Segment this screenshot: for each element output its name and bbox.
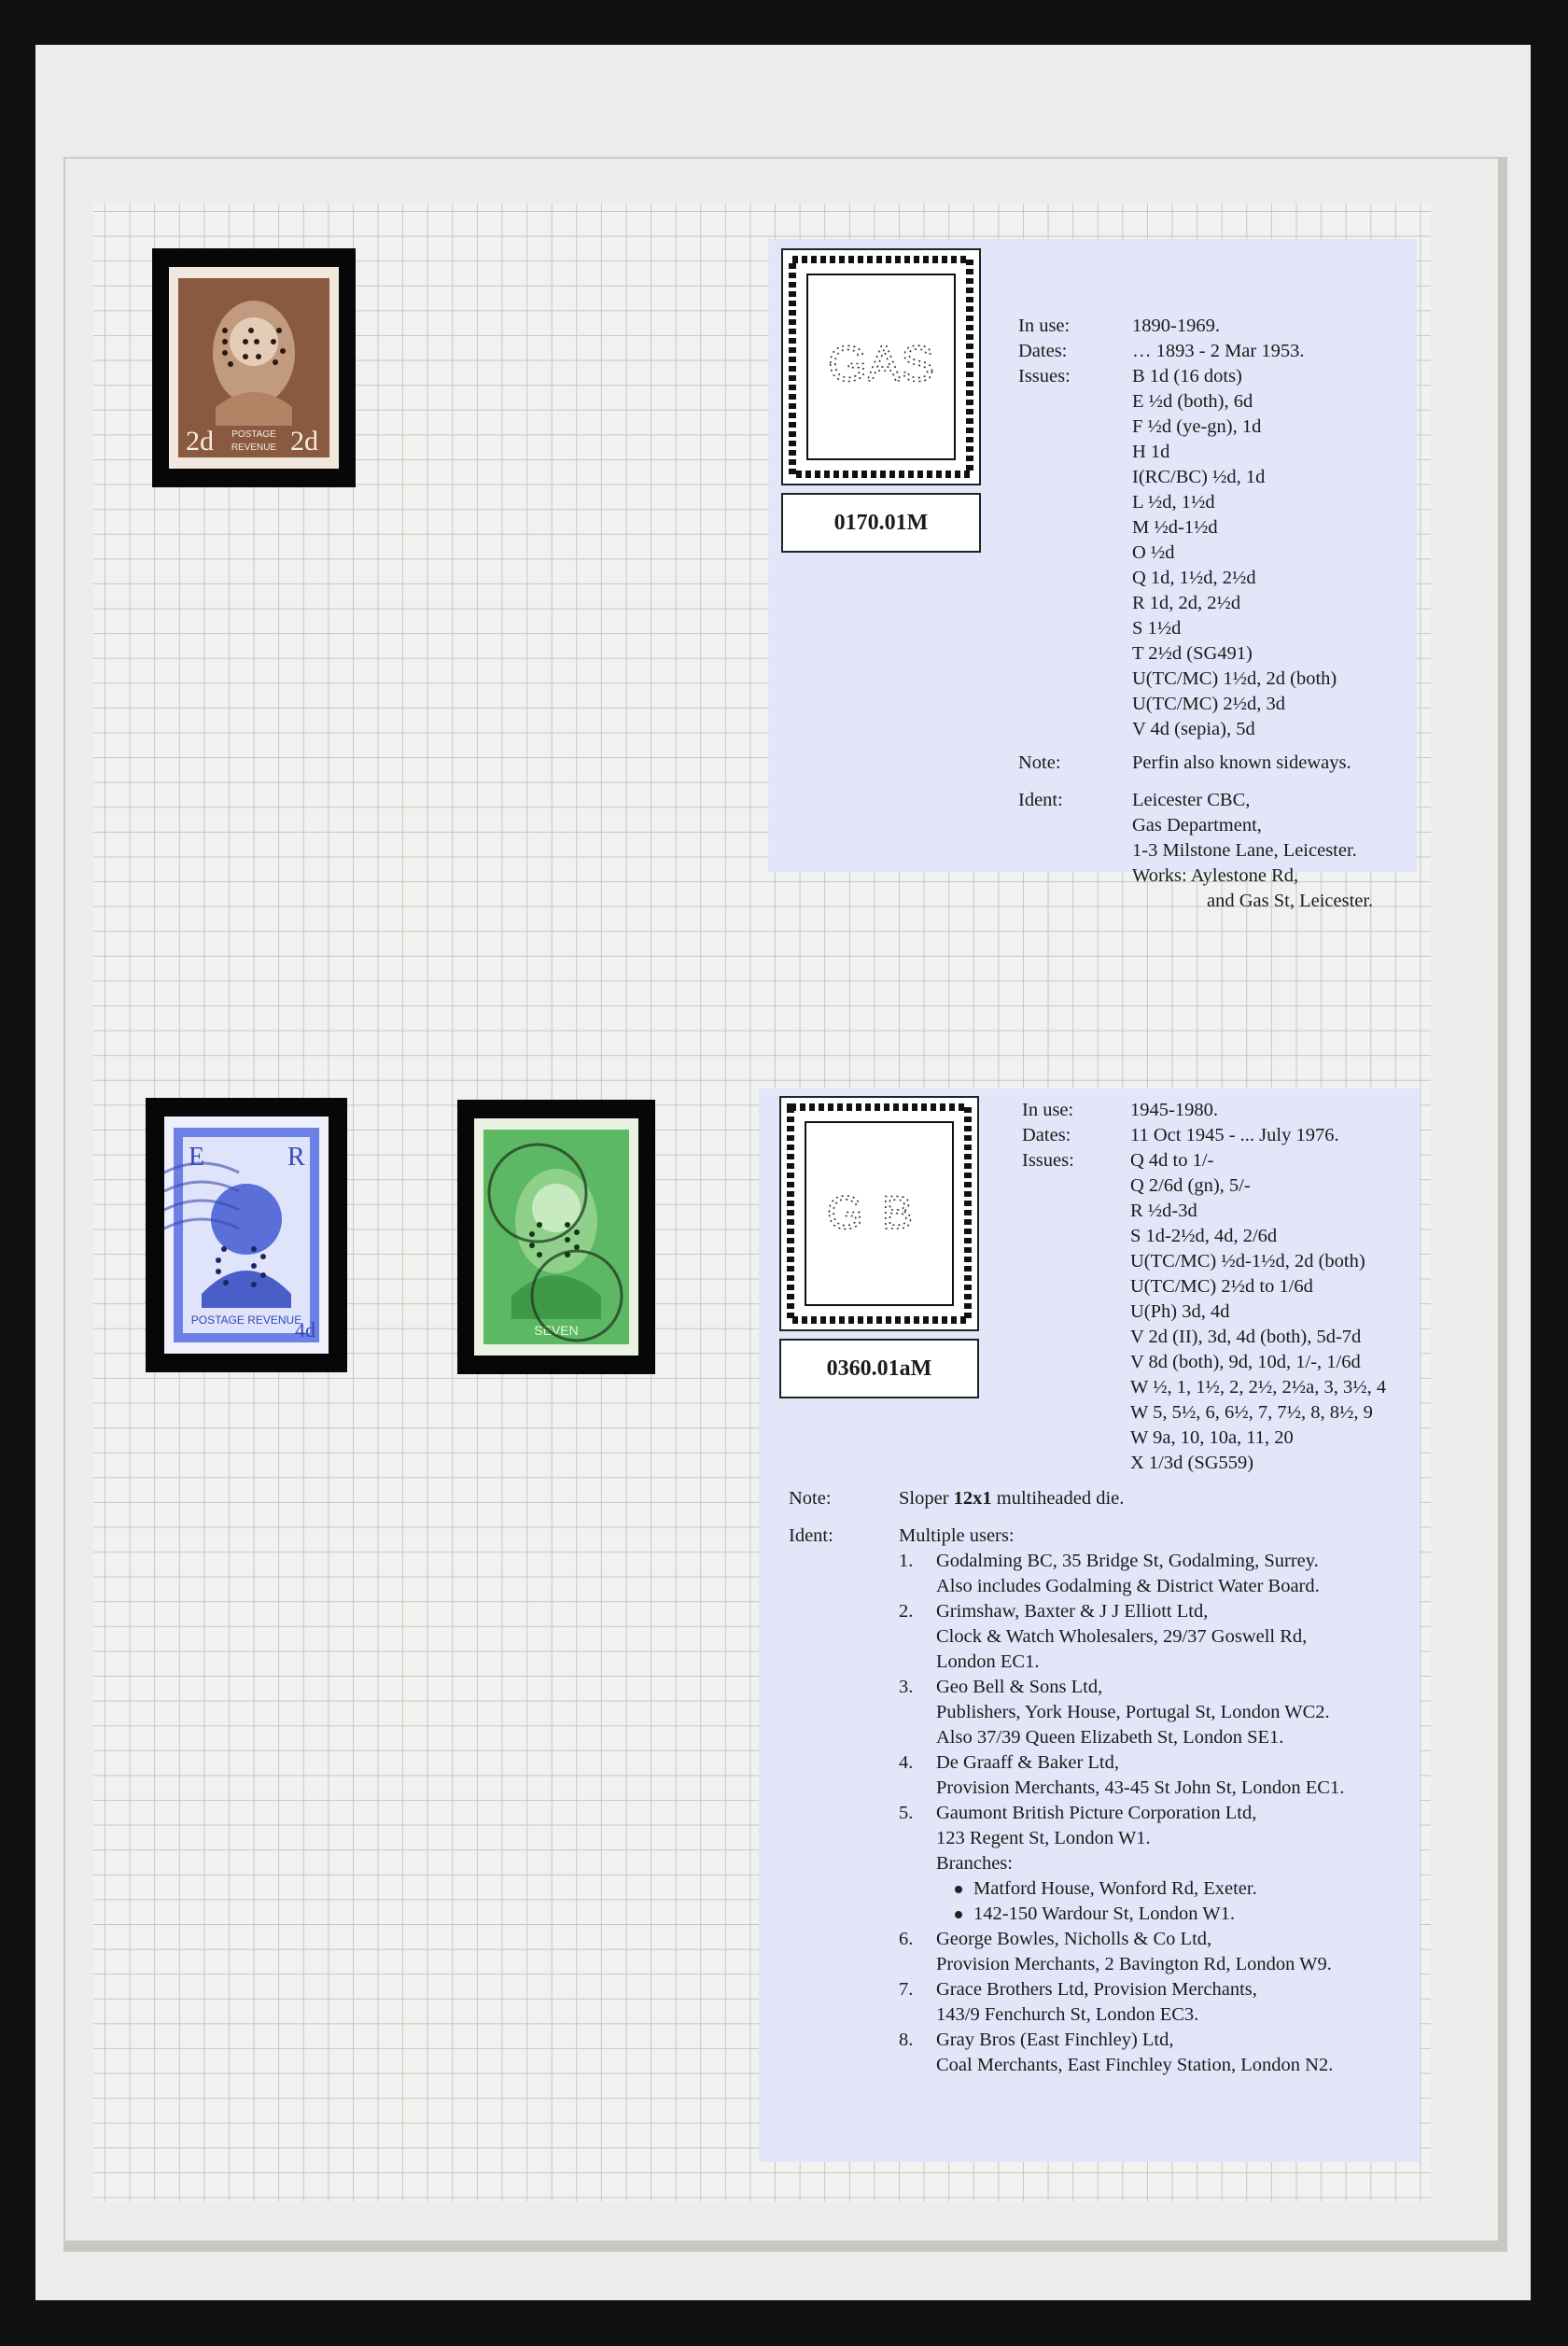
ident-label: Ident: [1018,790,1063,810]
blue-4d-stamp [164,1117,329,1354]
user-line: Geo Bell & Sons Ltd, [936,1677,1103,1697]
in-use-value: 1945-1980. [1130,1100,1218,1120]
perfin-letters: GAS [827,336,935,392]
issue-line: U(Ph) 3d, 4d [1130,1301,1230,1322]
dates-value: … 1893 - 2 Mar 1953. [1132,341,1305,361]
svg-text:POSTAGE REVENUE: POSTAGE REVENUE [190,1313,302,1327]
issue-line: U(TC/MC) 1½d, 2d (both) [1132,668,1337,689]
ident-line: 1-3 Milstone Lane, Leicester. [1132,840,1357,861]
issue-line: V 4d (sepia), 5d [1132,719,1255,739]
user-number: 6. [899,1929,914,1949]
brown-2d-stamp [169,267,339,469]
user-line: Also 37/39 Queen Elizabeth St, London SE1. [936,1727,1284,1748]
issue-line: L ½d, 1½d [1132,492,1215,513]
issue-line: S 1d-2½d, 4d, 2/6d [1130,1226,1278,1246]
issue-line: U(TC/MC) 2½d, 3d [1132,694,1285,714]
stamp-mount [457,1100,655,1374]
in-use-label: In use: [1022,1100,1074,1120]
perfin-diagram [781,248,981,485]
issue-line: M ½d-1½d [1132,517,1218,538]
stamp-caption: SEVEN [534,1323,579,1338]
issue-line: S 1½d [1132,618,1182,639]
user-line: London EC1. [936,1651,1040,1672]
user-line: Godalming BC, 35 Bridge St, Godalming, Surrey. [936,1551,1319,1571]
user-number: 4. [899,1752,914,1773]
user-number: 2. [899,1601,914,1622]
issue-line: O ½d [1132,542,1175,563]
perfin-info-card [768,239,1417,911]
user-number: 3. [899,1677,914,1697]
in-use-value: 1890-1969. [1132,316,1220,336]
note-label: Note: [789,1488,832,1509]
perfin-info-card [759,1089,1420,2162]
user-line: Grimshaw, Baxter & J J Elliott Ltd, [936,1601,1209,1622]
user-line: De Graaff & Baker Ltd, [936,1752,1120,1773]
in-use-label: In use: [1018,316,1071,336]
note-text: Perfin also known sideways. [1132,752,1351,773]
issue-line: V 2d (II), 3d, 4d (both), 5d-7d [1130,1327,1362,1347]
stamp-letter-e: E [189,1143,205,1172]
ident-line: Gas Department, [1132,815,1262,836]
user-line: Clock & Watch Wholesalers, 29/37 Goswell Rd, [936,1626,1308,1647]
user-line: 123 Regent St, London W1. [936,1828,1151,1848]
note-label: Note: [1018,752,1061,773]
stamp-mount [152,248,356,487]
dates-value: 11 Oct 1945 - ... July 1976. [1130,1125,1339,1145]
issue-line: R 1d, 2d, 2½d [1132,593,1241,613]
bullet-icon [955,1886,962,1893]
stamp-letter-r: R [287,1143,305,1172]
user-line: Coal Merchants, East Finchley Station, London N2. [936,2055,1334,2075]
album-page [35,45,1531,2300]
ident-line: Leicester CBC, [1132,790,1251,810]
issues-label: Issues: [1022,1150,1074,1171]
catalogue-number: 0170.01M [781,493,981,553]
bullet-icon [955,1911,962,1918]
perfin-diagram-frame [783,250,979,484]
user-number: 5. [899,1803,914,1823]
user-line: 143/9 Fenchurch St, London EC3. [936,2004,1199,2025]
user-line: Also includes Godalming & District Water Board. [936,1576,1320,1596]
issue-line: U(TC/MC) ½d-1½d, 2d (both) [1130,1251,1365,1271]
svg-text:REVENUE: REVENUE [231,443,277,453]
user-number: 8. [899,2030,914,2050]
branch-item: 142-150 Wardour St, London W1. [955,1902,1235,1927]
ident-line: and Gas St, Leicester. [1207,891,1374,911]
issues-label: Issues: [1018,366,1071,386]
issue-line: F ½d (ye-gn), 1d [1132,416,1262,437]
issue-line: E ½d (both), 6d [1132,391,1253,412]
issue-line: W ½, 1, 1½, 2, 2½, 2½a, 3, 3½, 4 [1130,1377,1387,1398]
stamp-mount [146,1098,347,1372]
stamp-value-right: 2d [290,426,318,457]
stamp-value-left: 2d [186,426,214,457]
perfin-diagram [779,1096,979,1331]
user-line: Gaumont British Picture Corporation Ltd, [936,1803,1257,1823]
green-stamp [474,1118,638,1356]
perfin-diagram-frame [781,1098,977,1329]
user-line: Branches: [936,1853,1013,1874]
stamp-caption: POSTAGE [231,429,276,440]
dates-label: Dates: [1018,341,1068,361]
issue-line: X 1/3d (SG559) [1130,1453,1254,1473]
user-number: 7. [899,1979,914,2000]
user-line: Provision Merchants, 43-45 St John St, London EC1. [936,1777,1345,1798]
issue-line: T 2½d (SG491) [1132,643,1253,664]
issue-line: R ½d-3d [1130,1201,1197,1221]
dates-label: Dates: [1022,1125,1071,1145]
issue-line: V 8d (both), 9d, 10d, 1/-, 1/6d [1130,1352,1361,1372]
ident-line: Works: Aylestone Rd, [1132,865,1299,886]
issue-line: I(RC/BC) ½d, 1d [1132,467,1266,487]
user-line: George Bowles, Nicholls & Co Ltd, [936,1929,1212,1949]
perfin-letters: GB [826,1187,932,1239]
note-text: Sloper 12x1 multiheaded die. [899,1488,1125,1509]
issue-line: U(TC/MC) 2½d to 1/6d [1130,1276,1313,1297]
issue-line: Q 1d, 1½d, 2½d [1132,568,1256,588]
user-number: 1. [899,1551,914,1571]
ident-label: Ident: [789,1525,833,1546]
issue-line: H 1d [1132,442,1170,462]
issue-line: Q 4d to 1/- [1130,1150,1214,1171]
ident-intro: Multiple users: [899,1525,1015,1546]
issue-line: B 1d (16 dots) [1132,366,1242,386]
user-line: Grace Brothers Ltd, Provision Merchants, [936,1979,1257,2000]
branch-item: Matford House, Wonford Rd, Exeter. [955,1876,1257,1902]
stamp-value: 4d [295,1318,315,1342]
issue-line: W 5, 5½, 6, 6½, 7, 7½, 8, 8½, 9 [1130,1402,1373,1423]
issue-line: Q 2/6d (gn), 5/- [1130,1175,1251,1196]
user-line: Provision Merchants, 2 Bavington Rd, London W9. [936,1954,1332,1974]
catalogue-number: 0360.01aM [779,1339,979,1398]
user-line: Publishers, York House, Portugal St, London WC2. [936,1702,1330,1722]
user-line: Gray Bros (East Finchley) Ltd, [936,2030,1174,2050]
issue-line: W 9a, 10, 10a, 11, 20 [1130,1427,1294,1448]
